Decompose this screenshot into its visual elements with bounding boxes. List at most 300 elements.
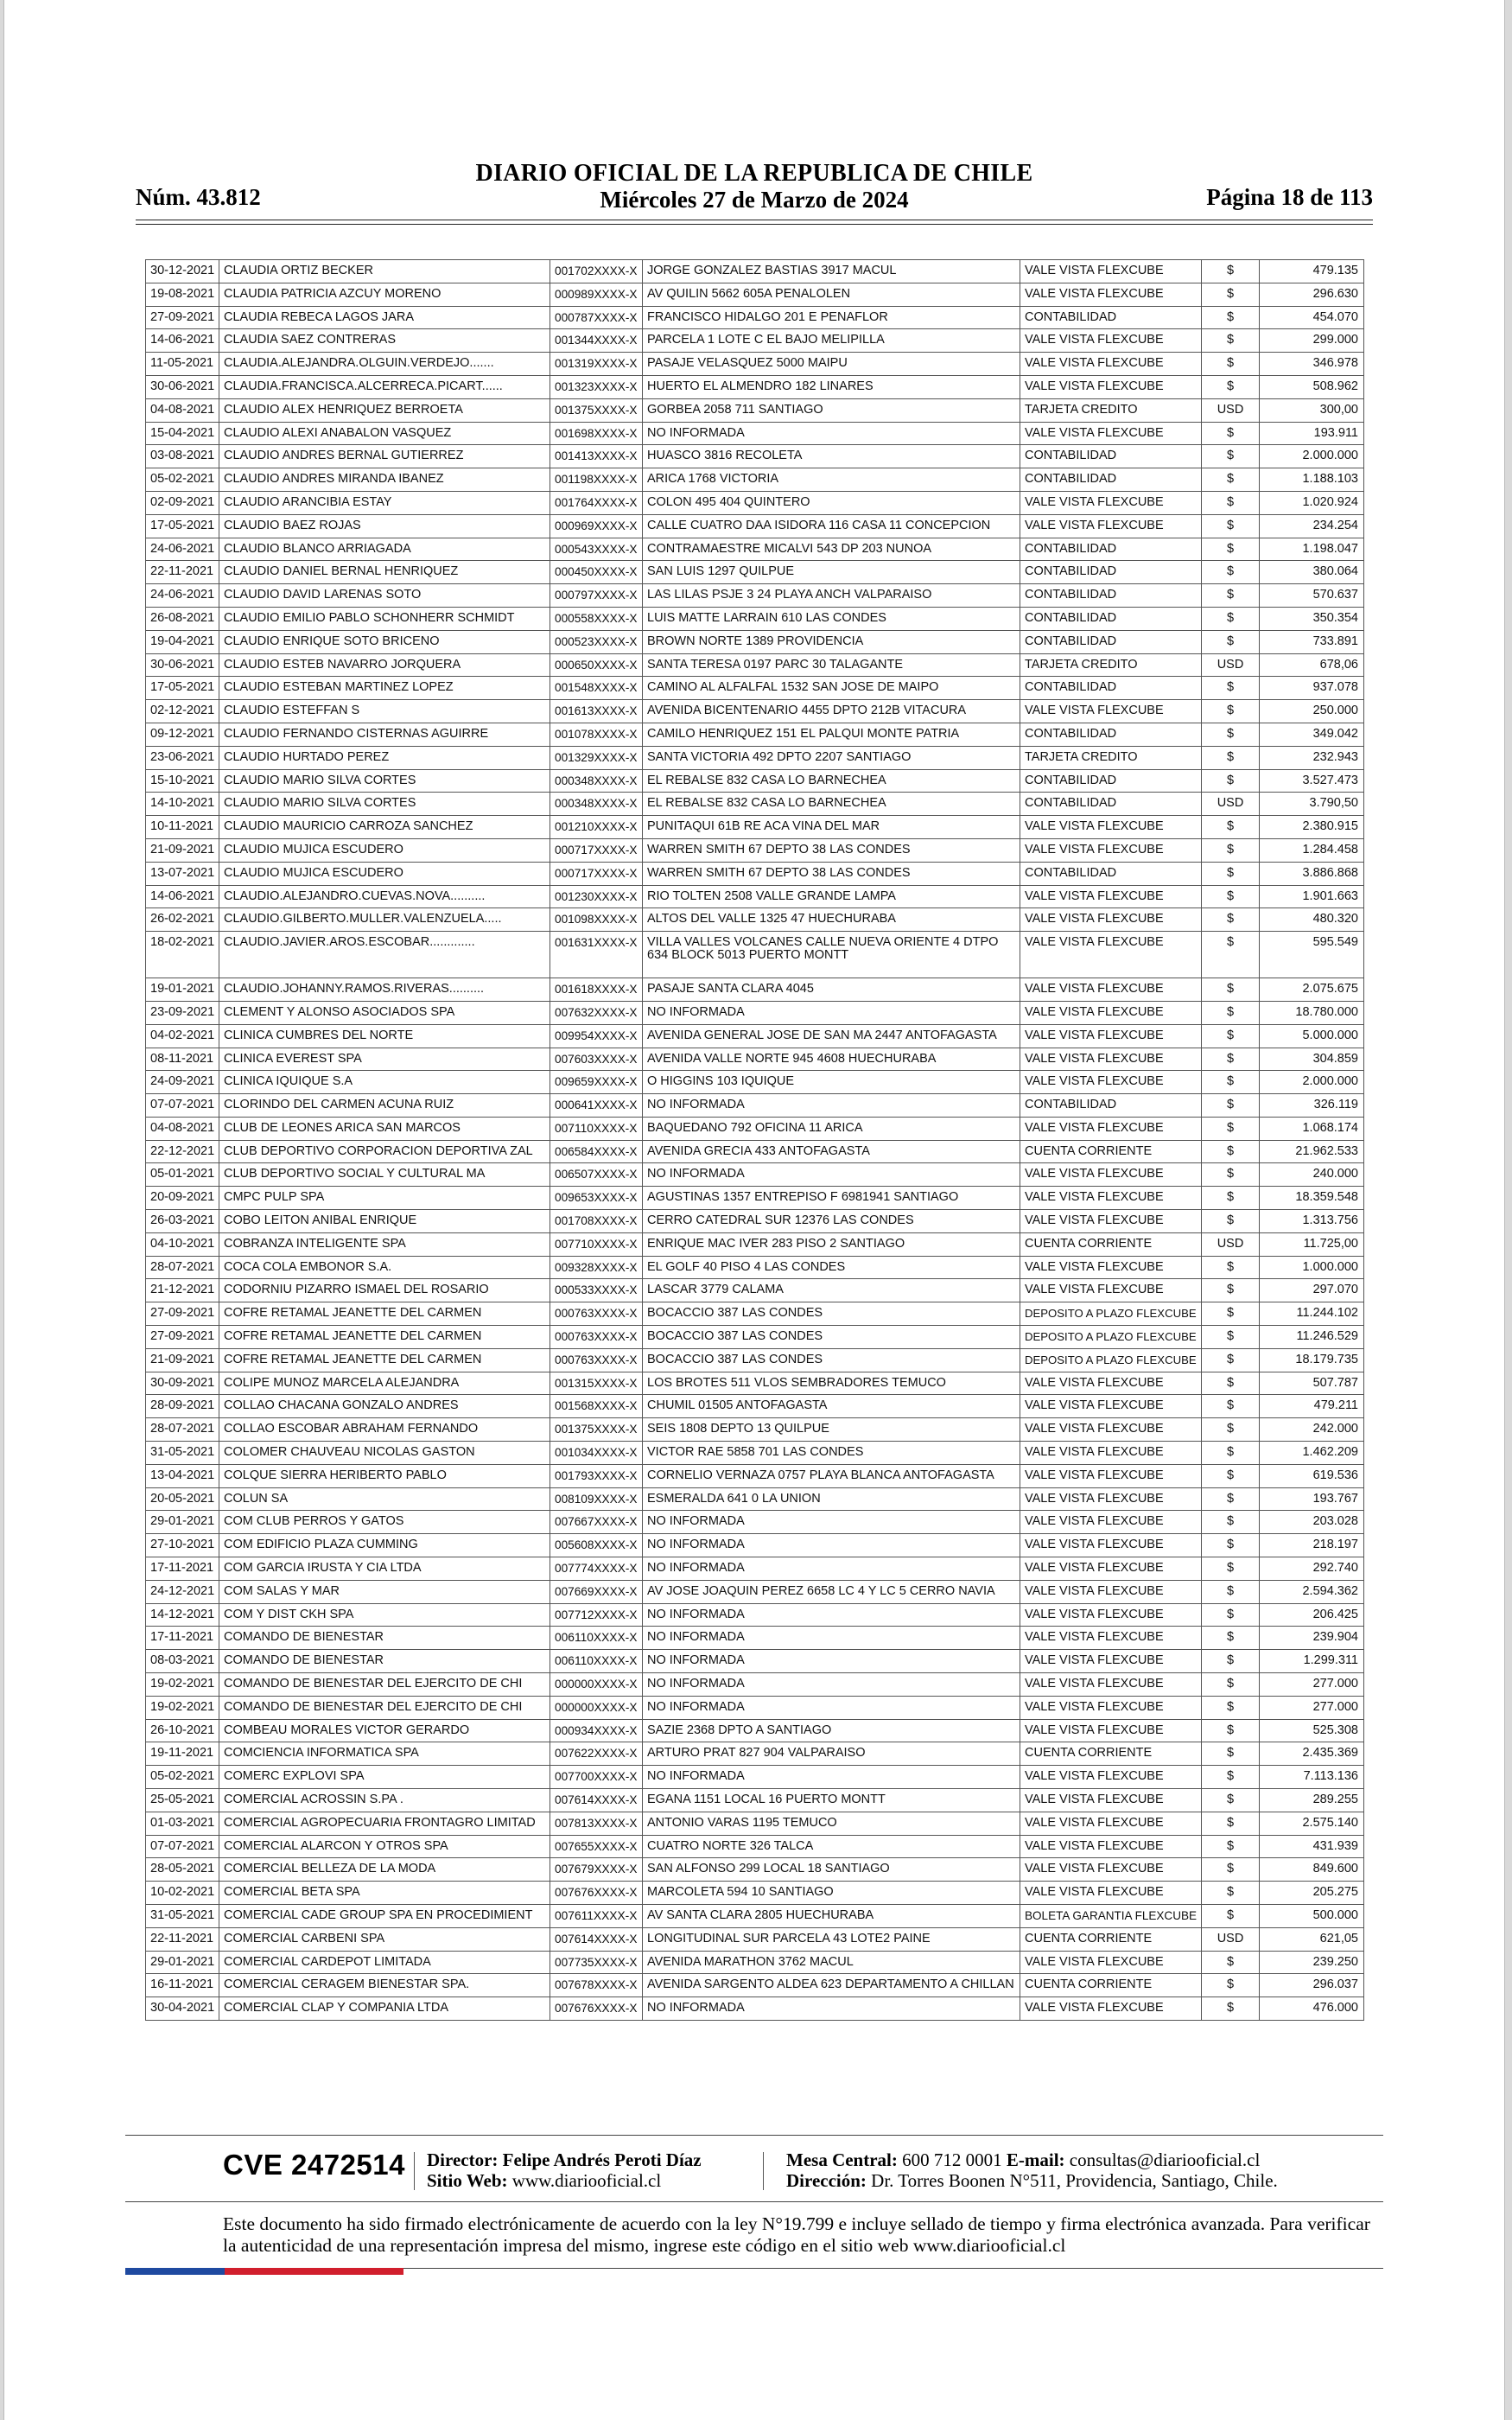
product-cell: VALE VISTA FLEXCUBE — [1020, 908, 1202, 932]
chile-flag-stripe — [125, 2268, 403, 2275]
name-cell: CLAUDIO.JAVIER.AROS.ESCOBAR............. — [219, 932, 550, 978]
amount-cell: 277.000 — [1260, 1673, 1364, 1697]
rut-cell: 001702XXXX-X — [550, 260, 643, 283]
amount-cell: 2.075.675 — [1260, 978, 1364, 1002]
address-cell: CERRO CATEDRAL SUR 12376 LAS CONDES — [643, 1210, 1020, 1233]
name-cell: CLAUDIA.FRANCISCA.ALCERRECA.PICART...... — [219, 375, 550, 398]
table-row — [146, 1673, 1364, 1697]
rut-cell: 007655XXXX-X — [550, 1835, 643, 1858]
date-cell: 30-09-2021 — [146, 1372, 219, 1395]
name-cell: CLORINDO DEL CARMEN ACUNA RUIZ — [219, 1094, 550, 1118]
address-cell: AVENIDA VALLE NORTE 945 4608 HUECHURABA — [643, 1048, 1020, 1071]
amount-cell: 289.255 — [1260, 1789, 1364, 1812]
name-cell: COMERCIAL BELLEZA DE LA MODA — [219, 1858, 550, 1882]
issue-number: Núm. 43.812 — [136, 184, 261, 210]
amount-cell: 299.000 — [1260, 329, 1364, 353]
address-cell: HUASCO 3816 RECOLETA — [643, 445, 1020, 468]
name-cell: COMERCIAL ACROSSIN S.PA . — [219, 1789, 550, 1812]
address-cell: EL REBALSE 832 CASA LO BARNECHEA — [643, 793, 1020, 816]
amount-cell: 476.000 — [1260, 1997, 1364, 2021]
rut-cell: 007774XXXX-X — [550, 1557, 643, 1581]
address-cell: SEIS 1808 DEPTO 13 QUILPUE — [643, 1418, 1020, 1442]
amount-cell: 2.594.362 — [1260, 1580, 1364, 1603]
name-cell: CLAUDIO ANDRES BERNAL GUTIERREZ — [219, 445, 550, 468]
product-cell: VALE VISTA FLEXCUBE — [1020, 1534, 1202, 1557]
currency-cell: $ — [1202, 1603, 1260, 1627]
name-cell: CLEMENT Y ALONSO ASOCIADOS SPA — [219, 1001, 550, 1024]
email-link[interactable]: consultas@diariooficial.cl — [1069, 2149, 1261, 2170]
date-cell: 17-05-2021 — [146, 514, 219, 538]
address-cell: NO INFORMADA — [643, 1673, 1020, 1697]
currency-cell: $ — [1202, 1997, 1260, 2021]
amount-cell: 570.637 — [1260, 584, 1364, 608]
address-cell: NO INFORMADA — [643, 422, 1020, 445]
currency-cell: $ — [1202, 816, 1260, 839]
date-cell: 05-02-2021 — [146, 1766, 219, 1789]
amount-cell: 11.246.529 — [1260, 1326, 1364, 1349]
table-row — [146, 1511, 1364, 1534]
amount-cell: 11.725,00 — [1260, 1232, 1364, 1256]
rut-cell: 001568XXXX-X — [550, 1395, 643, 1418]
name-cell: COMERCIAL CADE GROUP SPA EN PROCEDIMIENT — [219, 1904, 550, 1927]
date-cell: 01-03-2021 — [146, 1812, 219, 1835]
web-link[interactable]: www.diariooficial.cl — [511, 2170, 662, 2191]
amount-cell: 292.740 — [1260, 1557, 1364, 1581]
address-cell: LAS LILAS PSJE 3 24 PLAYA ANCH VALPARAISO — [643, 584, 1020, 608]
currency-cell: $ — [1202, 1974, 1260, 1997]
currency-cell: $ — [1202, 1487, 1260, 1511]
rut-cell: 007667XXXX-X — [550, 1511, 643, 1534]
name-cell: COLUN SA — [219, 1487, 550, 1511]
table-row — [146, 1580, 1364, 1603]
date-cell: 26-10-2021 — [146, 1719, 219, 1742]
date-cell: 16-11-2021 — [146, 1974, 219, 1997]
address-cell: NO INFORMADA — [643, 1627, 1020, 1650]
date-cell: 24-12-2021 — [146, 1580, 219, 1603]
currency-cell: $ — [1202, 932, 1260, 978]
name-cell: CLAUDIO.GILBERTO.MULLER.VALENZUELA..... — [219, 908, 550, 932]
date-cell: 22-11-2021 — [146, 561, 219, 584]
name-cell: CLAUDIO ALEXI ANABALON VASQUEZ — [219, 422, 550, 445]
name-cell: CLAUDIO ENRIQUE SOTO BRICENO — [219, 630, 550, 653]
rut-cell: 000543XXXX-X — [550, 538, 643, 561]
amount-cell: 297.070 — [1260, 1279, 1364, 1302]
date-cell: 27-09-2021 — [146, 1302, 219, 1326]
rut-cell: 001210XXXX-X — [550, 816, 643, 839]
currency-cell: $ — [1202, 630, 1260, 653]
name-cell: CLINICA CUMBRES DEL NORTE — [219, 1024, 550, 1048]
date-cell: 05-02-2021 — [146, 468, 219, 492]
name-cell: COM Y DIST CKH SPA — [219, 1603, 550, 1627]
currency-cell: $ — [1202, 1001, 1260, 1024]
date-cell: 02-12-2021 — [146, 700, 219, 723]
date-cell: 22-11-2021 — [146, 1927, 219, 1951]
rut-cell: 001764XXXX-X — [550, 491, 643, 514]
currency-cell: $ — [1202, 769, 1260, 793]
date-cell: 30-06-2021 — [146, 653, 219, 677]
name-cell: CLAUDIA SAEZ CONTRERAS — [219, 329, 550, 353]
name-cell: COM CLUB PERROS Y GATOS — [219, 1511, 550, 1534]
currency-cell: USD — [1202, 653, 1260, 677]
amount-cell: 218.197 — [1260, 1534, 1364, 1557]
date-cell: 22-12-2021 — [146, 1140, 219, 1163]
table-row — [146, 816, 1364, 839]
name-cell: CLAUDIA PATRICIA AZCUY MORENO — [219, 283, 550, 306]
name-cell: CLAUDIO.ALEJANDRO.CUEVAS.NOVA.......... — [219, 885, 550, 908]
date-cell: 04-08-2021 — [146, 398, 219, 422]
address-cell: CHUMIL 01505 ANTOFAGASTA — [643, 1395, 1020, 1418]
date-cell: 29-01-2021 — [146, 1951, 219, 1974]
rut-cell: 007669XXXX-X — [550, 1580, 643, 1603]
amount-cell: 326.119 — [1260, 1094, 1364, 1118]
date-cell: 19-04-2021 — [146, 630, 219, 653]
rut-cell: 000000XXXX-X — [550, 1696, 643, 1719]
name-cell: COMBEAU MORALES VICTOR GERARDO — [219, 1719, 550, 1742]
address-cell: AVENIDA BICENTENARIO 4455 DPTO 212B VITACURA — [643, 700, 1020, 723]
rut-cell: 007611XXXX-X — [550, 1904, 643, 1927]
product-cell: VALE VISTA FLEXCUBE — [1020, 1048, 1202, 1071]
table-row — [146, 1997, 1364, 2021]
amount-cell: 206.425 — [1260, 1603, 1364, 1627]
address-cell: PASAJE VELASQUEZ 5000 MAIPU — [643, 353, 1020, 376]
currency-cell: $ — [1202, 1534, 1260, 1557]
rut-cell: 001078XXXX-X — [550, 723, 643, 746]
document-page — [3, 0, 1505, 2420]
amount-cell: 5.000.000 — [1260, 1024, 1364, 1048]
product-cell: VALE VISTA FLEXCUBE — [1020, 283, 1202, 306]
direccion-label: Dirección: — [786, 2170, 867, 2191]
table-row — [146, 1279, 1364, 1302]
table-row — [146, 838, 1364, 862]
product-cell: CONTABILIDAD — [1020, 445, 1202, 468]
table-row — [146, 700, 1364, 723]
date-cell: 24-09-2021 — [146, 1071, 219, 1094]
director-label: Director: — [427, 2149, 499, 2170]
name-cell: COLQUE SIERRA HERIBERTO PABLO — [219, 1464, 550, 1487]
date-cell: 27-10-2021 — [146, 1534, 219, 1557]
rut-cell: 007735XXXX-X — [550, 1951, 643, 1974]
address-cell: ARICA 1768 VICTORIA — [643, 468, 1020, 492]
product-cell: CUENTA CORRIENTE — [1020, 1974, 1202, 1997]
date-cell: 10-11-2021 — [146, 816, 219, 839]
address-cell: AV JOSE JOAQUIN PEREZ 6658 LC 4 Y LC 5 CERRO NAVIA — [643, 1580, 1020, 1603]
name-cell: CLAUDIO ANDRES MIRANDA IBANEZ — [219, 468, 550, 492]
date-cell: 09-12-2021 — [146, 723, 219, 746]
amount-cell: 346.978 — [1260, 353, 1364, 376]
address-cell: AGUSTINAS 1357 ENTREPISO F 6981941 SANTIAGO — [643, 1187, 1020, 1210]
date-cell: 08-03-2021 — [146, 1650, 219, 1673]
table-row — [146, 1603, 1364, 1627]
table-row — [146, 1302, 1364, 1326]
name-cell: CODORNIU PIZARRO ISMAEL DEL ROSARIO — [219, 1279, 550, 1302]
amount-cell: 619.536 — [1260, 1464, 1364, 1487]
name-cell: COMERCIAL CARBENI SPA — [219, 1927, 550, 1951]
accounts-table — [145, 259, 1364, 2021]
date-cell: 30-12-2021 — [146, 260, 219, 283]
amount-cell: 1.198.047 — [1260, 538, 1364, 561]
name-cell: COFRE RETAMAL JEANETTE DEL CARMEN — [219, 1326, 550, 1349]
date-cell: 04-10-2021 — [146, 1232, 219, 1256]
currency-cell: $ — [1202, 1904, 1260, 1927]
product-cell: CUENTA CORRIENTE — [1020, 1927, 1202, 1951]
amount-cell: 350.354 — [1260, 607, 1364, 630]
address-cell: BOCACCIO 387 LAS CONDES — [643, 1302, 1020, 1326]
address-cell: SANTA TERESA 0197 PARC 30 TALAGANTE — [643, 653, 1020, 677]
name-cell: CLUB DEPORTIVO SOCIAL Y CULTURAL MA — [219, 1163, 550, 1187]
rut-cell: 007110XXXX-X — [550, 1117, 643, 1140]
table-row — [146, 1094, 1364, 1118]
amount-cell: 203.028 — [1260, 1511, 1364, 1534]
rut-cell: 001319XXXX-X — [550, 353, 643, 376]
amount-cell: 1.462.209 — [1260, 1442, 1364, 1465]
rut-cell: 000348XXXX-X — [550, 793, 643, 816]
flag-blue-segment — [125, 2268, 225, 2275]
table-row — [146, 468, 1364, 492]
product-cell: CUENTA CORRIENTE — [1020, 1232, 1202, 1256]
table-row — [146, 353, 1364, 376]
product-cell: VALE VISTA FLEXCUBE — [1020, 1117, 1202, 1140]
rut-cell: 001230XXXX-X — [550, 885, 643, 908]
currency-cell: $ — [1202, 1696, 1260, 1719]
table-row — [146, 1464, 1364, 1487]
currency-cell: $ — [1202, 1372, 1260, 1395]
rut-cell: 001708XXXX-X — [550, 1210, 643, 1233]
contact-block — [786, 2149, 1278, 2191]
product-cell: VALE VISTA FLEXCUBE — [1020, 491, 1202, 514]
currency-cell: $ — [1202, 1650, 1260, 1673]
table-row — [146, 653, 1364, 677]
address-cell: CORNELIO VERNAZA 0757 PLAYA BLANCA ANTOFAGASTA — [643, 1464, 1020, 1487]
date-cell: 23-09-2021 — [146, 1001, 219, 1024]
address-cell: NO INFORMADA — [643, 1997, 1020, 2021]
table-row — [146, 1904, 1364, 1927]
address-cell: ARTURO PRAT 827 904 VALPARAISO — [643, 1742, 1020, 1766]
currency-cell: $ — [1202, 1302, 1260, 1326]
rut-cell: 000650XXXX-X — [550, 653, 643, 677]
name-cell: CLAUDIO MARIO SILVA CORTES — [219, 769, 550, 793]
product-cell: CONTABILIDAD — [1020, 538, 1202, 561]
rut-cell: 007603XXXX-X — [550, 1048, 643, 1071]
address-cell: LASCAR 3779 CALAMA — [643, 1279, 1020, 1302]
amount-cell: 1.299.311 — [1260, 1650, 1364, 1673]
table-row — [146, 1372, 1364, 1395]
date-cell: 19-08-2021 — [146, 283, 219, 306]
rut-cell: 001698XXXX-X — [550, 422, 643, 445]
currency-cell: $ — [1202, 375, 1260, 398]
table-row — [146, 1719, 1364, 1742]
amount-cell: 296.037 — [1260, 1974, 1364, 1997]
date-cell: 04-08-2021 — [146, 1117, 219, 1140]
amount-cell: 239.904 — [1260, 1627, 1364, 1650]
table-row — [146, 1766, 1364, 1789]
name-cell: CLAUDIO ESTEBAN MARTINEZ LOPEZ — [219, 677, 550, 700]
rut-cell: 005608XXXX-X — [550, 1534, 643, 1557]
currency-cell: $ — [1202, 1279, 1260, 1302]
table-row — [146, 746, 1364, 769]
rut-cell: 000787XXXX-X — [550, 306, 643, 329]
address-cell: BROWN NORTE 1389 PROVIDENCIA — [643, 630, 1020, 653]
table-row — [146, 1348, 1364, 1372]
rut-cell: 001198XXXX-X — [550, 468, 643, 492]
name-cell: COBO LEITON ANIBAL ENRIQUE — [219, 1210, 550, 1233]
address-cell: CONTRAMAESTRE MICALVI 543 DP 203 NUNOA — [643, 538, 1020, 561]
rut-cell: 001631XXXX-X — [550, 932, 643, 978]
date-cell: 24-06-2021 — [146, 538, 219, 561]
table-row — [146, 978, 1364, 1002]
product-cell: CONTABILIDAD — [1020, 584, 1202, 608]
currency-cell: $ — [1202, 1789, 1260, 1812]
product-cell: VALE VISTA FLEXCUBE — [1020, 1951, 1202, 1974]
currency-cell: $ — [1202, 1742, 1260, 1766]
table-row — [146, 306, 1364, 329]
table-row — [146, 329, 1364, 353]
date-cell: 17-11-2021 — [146, 1627, 219, 1650]
product-cell: VALE VISTA FLEXCUBE — [1020, 1789, 1202, 1812]
address-cell: VILLA VALLES VOLCANES CALLE NUEVA ORIENTE 4 DTPO 634 BLOCK 5013 PUERTO MONTT — [643, 932, 1020, 978]
product-cell: VALE VISTA FLEXCUBE — [1020, 1580, 1202, 1603]
table-row — [146, 723, 1364, 746]
table-row — [146, 283, 1364, 306]
address-cell: ALTOS DEL VALLE 1325 47 HUECHURABA — [643, 908, 1020, 932]
date-cell: 26-08-2021 — [146, 607, 219, 630]
currency-cell: $ — [1202, 1210, 1260, 1233]
address-cell: BAQUEDANO 792 OFICINA 11 ARICA — [643, 1117, 1020, 1140]
date-cell: 28-05-2021 — [146, 1858, 219, 1882]
address-cell: VICTOR RAE 5858 701 LAS CONDES — [643, 1442, 1020, 1465]
table-row — [146, 793, 1364, 816]
address-cell: NO INFORMADA — [643, 1766, 1020, 1789]
currency-cell: $ — [1202, 514, 1260, 538]
currency-cell: USD — [1202, 1927, 1260, 1951]
table-row — [146, 1140, 1364, 1163]
product-cell: VALE VISTA FLEXCUBE — [1020, 885, 1202, 908]
date-cell: 28-07-2021 — [146, 1256, 219, 1279]
table-row — [146, 1001, 1364, 1024]
amount-cell: 595.549 — [1260, 932, 1364, 978]
footer-divider — [414, 2152, 415, 2190]
currency-cell: $ — [1202, 468, 1260, 492]
product-cell: VALE VISTA FLEXCUBE — [1020, 1997, 1202, 2021]
name-cell: COLLAO ESCOBAR ABRAHAM FERNANDO — [219, 1418, 550, 1442]
rut-cell: 000348XXXX-X — [550, 769, 643, 793]
currency-cell: $ — [1202, 1071, 1260, 1094]
table-row — [146, 1858, 1364, 1882]
address-cell: WARREN SMITH 67 DEPTO 38 LAS CONDES — [643, 862, 1020, 885]
amount-cell: 11.244.102 — [1260, 1302, 1364, 1326]
currency-cell: $ — [1202, 561, 1260, 584]
date-cell: 19-02-2021 — [146, 1673, 219, 1697]
address-cell: NO INFORMADA — [643, 1696, 1020, 1719]
amount-cell: 18.179.735 — [1260, 1348, 1364, 1372]
mesa-label: Mesa Central: — [786, 2149, 898, 2170]
product-cell: CUENTA CORRIENTE — [1020, 1140, 1202, 1163]
date-cell: 04-02-2021 — [146, 1024, 219, 1048]
amount-cell: 733.891 — [1260, 630, 1364, 653]
product-cell: VALE VISTA FLEXCUBE — [1020, 1766, 1202, 1789]
currency-cell: $ — [1202, 908, 1260, 932]
date-cell: 19-02-2021 — [146, 1696, 219, 1719]
currency-cell: $ — [1202, 700, 1260, 723]
date-cell: 11-05-2021 — [146, 353, 219, 376]
address-cell: AV SANTA CLARA 2805 HUECHURABA — [643, 1904, 1020, 1927]
name-cell: CLAUDIO BAEZ ROJAS — [219, 514, 550, 538]
currency-cell: $ — [1202, 1094, 1260, 1118]
rut-cell: 007614XXXX-X — [550, 1927, 643, 1951]
rut-cell: 001344XXXX-X — [550, 329, 643, 353]
rut-cell: 007712XXXX-X — [550, 1603, 643, 1627]
address-cell: ENRIQUE MAC IVER 283 PISO 2 SANTIAGO — [643, 1232, 1020, 1256]
name-cell: COMANDO DE BIENESTAR DEL EJERCITO DE CHI — [219, 1673, 550, 1697]
date-cell: 21-12-2021 — [146, 1279, 219, 1302]
address-cell: ANTONIO VARAS 1195 TEMUCO — [643, 1812, 1020, 1835]
table-row — [146, 1927, 1364, 1951]
amount-cell: 242.000 — [1260, 1418, 1364, 1442]
product-cell: VALE VISTA FLEXCUBE — [1020, 1001, 1202, 1024]
amount-cell: 1.188.103 — [1260, 468, 1364, 492]
rut-cell: 000533XXXX-X — [550, 1279, 643, 1302]
date-cell: 27-09-2021 — [146, 306, 219, 329]
currency-cell: $ — [1202, 862, 1260, 885]
amount-cell: 239.250 — [1260, 1951, 1364, 1974]
product-cell: VALE VISTA FLEXCUBE — [1020, 1696, 1202, 1719]
product-cell: VALE VISTA FLEXCUBE — [1020, 816, 1202, 839]
date-cell: 13-04-2021 — [146, 1464, 219, 1487]
table-row — [146, 1487, 1364, 1511]
amount-cell: 678,06 — [1260, 653, 1364, 677]
product-cell: VALE VISTA FLEXCUBE — [1020, 838, 1202, 862]
footer-divider-2 — [763, 2152, 764, 2190]
name-cell: COMERCIAL CARDEPOT LIMITADA — [219, 1951, 550, 1974]
amount-cell: 300,00 — [1260, 398, 1364, 422]
currency-cell: USD — [1202, 793, 1260, 816]
director-name: Felipe Andrés Peroti Díaz — [502, 2149, 702, 2170]
masthead-title: DIARIO OFICIAL DE LA REPUBLICA DE CHILE — [475, 160, 1033, 187]
date-cell: 03-08-2021 — [146, 445, 219, 468]
table-row — [146, 1534, 1364, 1557]
product-cell: VALE VISTA FLEXCUBE — [1020, 1372, 1202, 1395]
name-cell: CLAUDIA REBECA LAGOS JARA — [219, 306, 550, 329]
address-cell: SAN ALFONSO 299 LOCAL 18 SANTIAGO — [643, 1858, 1020, 1882]
date-cell: 18-02-2021 — [146, 932, 219, 978]
address-cell: JORGE GONZALEZ BASTIAS 3917 MACUL — [643, 260, 1020, 283]
currency-cell: $ — [1202, 1163, 1260, 1187]
table-row — [146, 1071, 1364, 1094]
date-cell: 31-05-2021 — [146, 1904, 219, 1927]
name-cell: CLAUDIO ESTEB NAVARRO JORQUERA — [219, 653, 550, 677]
cve-code: CVE 2472514 — [223, 2149, 405, 2181]
name-cell: CLAUDIO EMILIO PABLO SCHONHERR SCHMIDT — [219, 607, 550, 630]
date-cell: 07-07-2021 — [146, 1835, 219, 1858]
rut-cell: 009954XXXX-X — [550, 1024, 643, 1048]
amount-cell: 232.943 — [1260, 746, 1364, 769]
rut-cell: 001323XXXX-X — [550, 375, 643, 398]
product-cell: VALE VISTA FLEXCUBE — [1020, 700, 1202, 723]
rut-cell: 007679XXXX-X — [550, 1858, 643, 1882]
amount-cell: 507.787 — [1260, 1372, 1364, 1395]
product-cell: CONTABILIDAD — [1020, 723, 1202, 746]
address-cell: RIO TOLTEN 2508 VALLE GRANDE LAMPA — [643, 885, 1020, 908]
date-cell: 23-06-2021 — [146, 746, 219, 769]
name-cell: COCA COLA EMBONOR S.A. — [219, 1256, 550, 1279]
amount-cell: 2.575.140 — [1260, 1812, 1364, 1835]
rut-cell: 000523XXXX-X — [550, 630, 643, 653]
address-cell: NO INFORMADA — [643, 1650, 1020, 1673]
address-cell: NO INFORMADA — [643, 1511, 1020, 1534]
rut-cell: 001548XXXX-X — [550, 677, 643, 700]
date-cell: 21-09-2021 — [146, 1348, 219, 1372]
currency-cell: $ — [1202, 838, 1260, 862]
rut-cell: 007614XXXX-X — [550, 1789, 643, 1812]
